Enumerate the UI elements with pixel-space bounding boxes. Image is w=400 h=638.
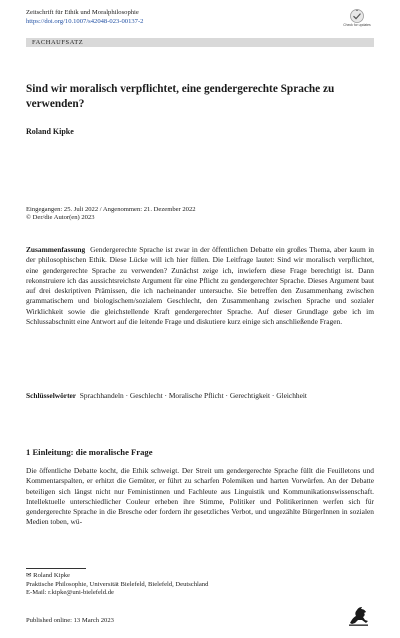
journal-header bbox=[26, 9, 143, 26]
section-body: Die öffentliche Debatte kocht, die Ethik schweigt. Der Streit um gendergerechte Sprache füllt die Feuilletons und Kommentarspalten, er erhitzt die Gemüter, er führt zu scharfen Polemiken und harten Vorwürfen. An der Debatte beteiligen sich längst nicht nur Feministinnen und Fachleute aus Linguistik und Kommunikationswissenschaft. Intellektuelle unterschiedlicher Couleur erheben ihre Stimme, Politiker und Politikerinnen werfen sich für gendergerechte Sprache in die Bresche oder fordern ihr gesetzliches Verbot, und ungezählte BürgerInnen in sozialen Medien toben, wü- bbox=[26, 466, 374, 527]
keywords-label: Schlüsselwörter bbox=[26, 391, 77, 400]
abstract-text: Gendergerechte Sprache ist zwar in der öffentlichen Debatte ein großes Thema, aber kaum in der philosophischen Ethik. Diese Lücke will ich hier füllen. Die Leitfrage lautet: Sind wir moralisch verpflichtet, eine gendergerechte Sprache zu verwenden? Zunächst zeige ich, inwiefern diese Frage berechtigt ist. Dann rekonstruiere ich das aussichtsreichste Argument für eine Pflicht zu gendergerechter Sprache. Dieses Argument baut auf drei deskriptiven Prämissen, die ich nacheinander untersuche. Sie betreffen den Zusammenhang zwischen grammatischem und biologischem/sozialem Geschlecht, den Zusammenhang zwischen Sprache und sozialer Wirklichkeit sowie die gleichstellende Kraft gendergerechter Sprache. Auf dieser Grundlage gebe ich im Schlussabschnitt eine Antwort auf die leitende Frage und diskutiere kurz einige sich anschließende Fragen. bbox=[26, 245, 374, 326]
abstract bbox=[26, 245, 374, 327]
article-title: Sind wir moralisch verpflichtet, eine gendergerechte Sprache zu verwenden? bbox=[26, 83, 335, 110]
section-heading: 1 Einleitung: die moralische Frage bbox=[26, 447, 153, 457]
author-footnote bbox=[26, 572, 208, 598]
abstract-label: Zusammenfassung bbox=[26, 245, 86, 254]
author-name: Roland Kipke bbox=[26, 127, 74, 136]
footnote-divider bbox=[26, 568, 86, 569]
check-for-updates-badge[interactable] bbox=[343, 8, 371, 36]
published-date: Published online: 13 March 2023 bbox=[26, 617, 114, 624]
springer-horse-logo bbox=[347, 605, 371, 627]
footnote-author: ✉ Roland Kipke bbox=[26, 572, 70, 579]
section-label-bar bbox=[26, 38, 374, 47]
badge-label: Check for updates bbox=[343, 23, 371, 27]
article-dates bbox=[26, 206, 356, 222]
keywords-text: Sprachhandeln · Geschlecht · Moralische Pflicht · Gerechtigkeit · Gleichheit bbox=[79, 391, 307, 400]
doi-link[interactable]: https://doi.org/10.1007/s42048-023-00137-2 bbox=[26, 17, 144, 25]
check-for-updates-icon bbox=[343, 8, 371, 24]
keywords bbox=[26, 391, 374, 401]
section-label: FACHAUFSATZ bbox=[32, 39, 84, 46]
received-accepted: Eingegangen: 25. Juli 2022 / Angenommen: 21. Dezember 2022 bbox=[26, 206, 196, 213]
footnote-email[interactable]: E-Mail: r.kipke@uni-bielefeld.de bbox=[26, 589, 114, 596]
copyright-notice: © Der/die Autor(en) 2023 bbox=[26, 214, 95, 221]
journal-name: Zeitschrift für Ethik und Moralphilosophie bbox=[26, 9, 139, 16]
footnote-affiliation: Praktische Philosophie, Universität Bielefeld, Bielefeld, Deutschland bbox=[26, 580, 209, 588]
